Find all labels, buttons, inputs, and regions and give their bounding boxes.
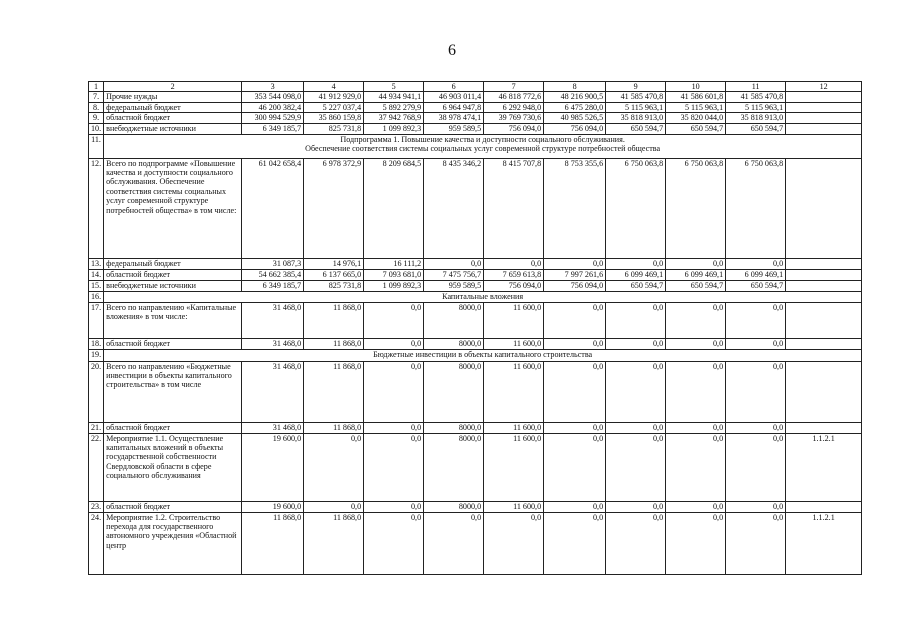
section-title — [104, 134, 862, 158]
year-2015: 0,0 — [364, 361, 424, 422]
year-2019: 0,0 — [606, 361, 666, 422]
year-2014: 6 137 665,0 — [304, 269, 364, 280]
year-2017: 8 415 707,8 — [484, 158, 544, 258]
year-2021: 35 818 913,0 — [726, 113, 786, 123]
year-2014: 6 978 372,9 — [304, 158, 364, 258]
budget-table — [88, 81, 862, 575]
year-2020: 0,0 — [666, 361, 726, 422]
header-cell-3: 3 — [242, 82, 304, 92]
target-link — [786, 258, 862, 269]
year-2016: 38 978 474,1 — [424, 113, 484, 123]
header-cell-5: 5 — [364, 82, 424, 92]
year-2018: 0,0 — [544, 501, 606, 512]
target-link — [786, 302, 862, 338]
year-2016: 8000,0 — [424, 361, 484, 422]
year-2014: 11 868,0 — [304, 512, 364, 574]
row-number: 24. — [89, 512, 104, 574]
table-row — [89, 113, 862, 123]
year-2014: 41 912 929,0 — [304, 92, 364, 102]
year-2016: 959 589,5 — [424, 123, 484, 134]
target-link — [786, 422, 862, 433]
year-2021: 650 594,7 — [726, 123, 786, 134]
year-2016: 959 589,5 — [424, 280, 484, 291]
year-2020: 0,0 — [666, 422, 726, 433]
year-2018: 0,0 — [544, 433, 606, 501]
year-2019: 0,0 — [606, 338, 666, 349]
year-2014: 0,0 — [304, 433, 364, 501]
year-2021: 6 750 063,8 — [726, 158, 786, 258]
year-2020: 0,0 — [666, 501, 726, 512]
year-2020: 0,0 — [666, 258, 726, 269]
year-2021: 0,0 — [726, 422, 786, 433]
year-2015: 1 099 892,3 — [364, 280, 424, 291]
year-2021: 0,0 — [726, 501, 786, 512]
target-link — [786, 338, 862, 349]
year-2018: 0,0 — [544, 258, 606, 269]
year-2017: 11 600,0 — [484, 501, 544, 512]
target-link: 1.1.2.1 — [786, 512, 862, 574]
year-2021: 0,0 — [726, 338, 786, 349]
table-header-row — [89, 82, 862, 92]
total: 31 087,3 — [242, 258, 304, 269]
section-row — [89, 134, 862, 158]
table-row — [89, 123, 862, 134]
year-2016: 46 903 011,4 — [424, 92, 484, 102]
year-2014: 14 976,1 — [304, 258, 364, 269]
target-link — [786, 280, 862, 291]
year-2020: 6 750 063,8 — [666, 158, 726, 258]
year-2020: 650 594,7 — [666, 280, 726, 291]
row-name: Всего по направлению «Бюджетные инвестиции в объекты капитального строительства» в том числе — [104, 361, 242, 422]
total: 19 600,0 — [242, 433, 304, 501]
header-cell-9: 9 — [606, 82, 666, 92]
row-number: 20. — [89, 361, 104, 422]
year-2017: 11 600,0 — [484, 302, 544, 338]
row-number: 12. — [89, 158, 104, 258]
header-cell-4: 4 — [304, 82, 364, 92]
header-cell-7: 7 — [484, 82, 544, 92]
year-2018: 0,0 — [544, 338, 606, 349]
year-2016: 8000,0 — [424, 501, 484, 512]
year-2015: 0,0 — [364, 501, 424, 512]
year-2014: 11 868,0 — [304, 361, 364, 422]
year-2020: 6 099 469,1 — [666, 269, 726, 280]
year-2016: 8000,0 — [424, 422, 484, 433]
total: 6 349 185,7 — [242, 123, 304, 134]
year-2019: 5 115 963,1 — [606, 102, 666, 112]
row-name: областной бюджет — [104, 113, 242, 123]
year-2019: 0,0 — [606, 302, 666, 338]
year-2021: 0,0 — [726, 258, 786, 269]
header-cell-1: 1 — [89, 82, 104, 92]
total: 31 468,0 — [242, 302, 304, 338]
year-2020: 41 586 601,8 — [666, 92, 726, 102]
page-number: 6 — [448, 42, 456, 59]
year-2021: 0,0 — [726, 302, 786, 338]
row-number: 13. — [89, 258, 104, 269]
year-2015: 7 093 681,0 — [364, 269, 424, 280]
year-2015: 8 209 684,5 — [364, 158, 424, 258]
year-2014: 825 731,8 — [304, 280, 364, 291]
target-link — [786, 361, 862, 422]
table-row — [89, 269, 862, 280]
year-2019: 0,0 — [606, 501, 666, 512]
row-name: Прочие нужды — [104, 92, 242, 102]
year-2016: 0,0 — [424, 258, 484, 269]
year-2018: 0,0 — [544, 422, 606, 433]
year-2018: 48 216 900,5 — [544, 92, 606, 102]
section-title-line: Капитальные вложения — [442, 291, 524, 301]
year-2019: 650 594,7 — [606, 123, 666, 134]
year-2020: 0,0 — [666, 512, 726, 574]
row-name: областной бюджет — [104, 269, 242, 280]
table-row — [89, 158, 862, 258]
year-2017: 11 600,0 — [484, 338, 544, 349]
year-2018: 6 475 280,0 — [544, 102, 606, 112]
year-2015: 0,0 — [364, 433, 424, 501]
table-row — [89, 302, 862, 338]
section-title — [104, 291, 862, 302]
row-name: Мероприятие 1.2. Строительство перехода для государственного автономного учреждения «Областной центр — [104, 512, 242, 574]
year-2018: 40 985 526,5 — [544, 113, 606, 123]
year-2016: 7 475 756,7 — [424, 269, 484, 280]
target-link — [786, 102, 862, 112]
row-number: 18. — [89, 338, 104, 349]
target-link — [786, 269, 862, 280]
row-number: 11. — [89, 134, 104, 158]
row-number: 10. — [89, 123, 104, 134]
year-2015: 0,0 — [364, 338, 424, 349]
year-2021: 0,0 — [726, 512, 786, 574]
year-2017: 6 292 948,0 — [484, 102, 544, 112]
row-number: 17. — [89, 302, 104, 338]
year-2021: 6 099 469,1 — [726, 269, 786, 280]
row-name: внебюджетные источники — [104, 280, 242, 291]
target-link — [786, 158, 862, 258]
year-2017: 11 600,0 — [484, 433, 544, 501]
total: 353 544 098,0 — [242, 92, 304, 102]
year-2017: 0,0 — [484, 258, 544, 269]
row-name: Всего по направлению «Капитальные вложения» в том числе: — [104, 302, 242, 338]
year-2017: 39 769 730,6 — [484, 113, 544, 123]
year-2020: 35 820 044,0 — [666, 113, 726, 123]
year-2017: 11 600,0 — [484, 422, 544, 433]
year-2016: 8000,0 — [424, 302, 484, 338]
table-row — [89, 361, 862, 422]
year-2018: 0,0 — [544, 512, 606, 574]
total: 31 468,0 — [242, 361, 304, 422]
year-2020: 0,0 — [666, 338, 726, 349]
year-2014: 5 227 037,4 — [304, 102, 364, 112]
year-2014: 35 860 159,8 — [304, 113, 364, 123]
row-number: 23. — [89, 501, 104, 512]
target-link — [786, 113, 862, 123]
year-2017: 756 094,0 — [484, 123, 544, 134]
year-2014: 825 731,8 — [304, 123, 364, 134]
section-title-line: Подпрограмма 1. Повышение качества и доступности социального обслуживания. — [340, 134, 625, 144]
total: 31 468,0 — [242, 422, 304, 433]
row-number: 21. — [89, 422, 104, 433]
year-2014: 11 868,0 — [304, 302, 364, 338]
total: 31 468,0 — [242, 338, 304, 349]
year-2014: 11 868,0 — [304, 422, 364, 433]
year-2019: 35 818 913,0 — [606, 113, 666, 123]
year-2018: 756 094,0 — [544, 280, 606, 291]
header-cell-6: 6 — [424, 82, 484, 92]
year-2016: 8000,0 — [424, 433, 484, 501]
total: 11 868,0 — [242, 512, 304, 574]
section-title-line: Бюджетные инвестиции в объекты капитального строительства — [373, 349, 593, 359]
year-2015: 16 111,2 — [364, 258, 424, 269]
year-2020: 0,0 — [666, 433, 726, 501]
year-2015: 0,0 — [364, 302, 424, 338]
year-2017: 756 094,0 — [484, 280, 544, 291]
year-2017: 0,0 — [484, 512, 544, 574]
year-2018: 0,0 — [544, 302, 606, 338]
year-2014: 0,0 — [304, 501, 364, 512]
header-cell-2: 2 — [104, 82, 242, 92]
row-name: Мероприятие 1.1. Осуществление капитальных вложений в объекты государственной собственности Свердловской области в сфере социального обслуживания — [104, 433, 242, 501]
section-title — [104, 349, 862, 361]
year-2018: 7 997 261,6 — [544, 269, 606, 280]
year-2015: 44 934 941,1 — [364, 92, 424, 102]
target-link — [786, 123, 862, 134]
row-name: федеральный бюджет — [104, 102, 242, 112]
target-link — [786, 92, 862, 102]
year-2016: 8000,0 — [424, 338, 484, 349]
table-row — [89, 280, 862, 291]
year-2016: 6 964 947,8 — [424, 102, 484, 112]
year-2017: 11 600,0 — [484, 361, 544, 422]
year-2019: 41 585 470,8 — [606, 92, 666, 102]
table-row — [89, 338, 862, 349]
year-2015: 5 892 279,9 — [364, 102, 424, 112]
table-row — [89, 433, 862, 501]
row-number: 22. — [89, 433, 104, 501]
header-cell-8: 8 — [544, 82, 606, 92]
year-2019: 6 099 469,1 — [606, 269, 666, 280]
table-row — [89, 258, 862, 269]
row-number: 9. — [89, 113, 104, 123]
total: 300 994 529,9 — [242, 113, 304, 123]
year-2021: 0,0 — [726, 361, 786, 422]
section-row — [89, 291, 862, 302]
row-number: 19. — [89, 349, 104, 361]
row-name: внебюджетные источники — [104, 123, 242, 134]
year-2019: 0,0 — [606, 422, 666, 433]
year-2021: 650 594,7 — [726, 280, 786, 291]
total: 6 349 185,7 — [242, 280, 304, 291]
total: 61 042 658,4 — [242, 158, 304, 258]
table-row — [89, 501, 862, 512]
year-2020: 5 115 963,1 — [666, 102, 726, 112]
total: 54 662 385,4 — [242, 269, 304, 280]
year-2016: 0,0 — [424, 512, 484, 574]
row-number: 7. — [89, 92, 104, 102]
year-2019: 6 750 063,8 — [606, 158, 666, 258]
year-2018: 0,0 — [544, 361, 606, 422]
table-row — [89, 422, 862, 433]
row-number: 8. — [89, 102, 104, 112]
year-2017: 46 818 772,6 — [484, 92, 544, 102]
row-name: областной бюджет — [104, 501, 242, 512]
year-2020: 0,0 — [666, 302, 726, 338]
row-number: 14. — [89, 269, 104, 280]
total: 46 200 382,4 — [242, 102, 304, 112]
row-number: 16. — [89, 291, 104, 302]
year-2019: 650 594,7 — [606, 280, 666, 291]
year-2021: 5 115 963,1 — [726, 102, 786, 112]
year-2019: 0,0 — [606, 512, 666, 574]
year-2021: 41 585 470,8 — [726, 92, 786, 102]
year-2020: 650 594,7 — [666, 123, 726, 134]
section-title-line: Обеспечение соответствия системы социальных услуг современной структуре потребностей общества — [305, 144, 661, 154]
year-2018: 756 094,0 — [544, 123, 606, 134]
target-link — [786, 501, 862, 512]
row-name: федеральный бюджет — [104, 258, 242, 269]
year-2021: 0,0 — [726, 433, 786, 501]
table-row — [89, 92, 862, 102]
year-2019: 0,0 — [606, 433, 666, 501]
table-row — [89, 512, 862, 574]
year-2016: 8 435 346,2 — [424, 158, 484, 258]
year-2015: 1 099 892,3 — [364, 123, 424, 134]
year-2018: 8 753 355,6 — [544, 158, 606, 258]
year-2015: 0,0 — [364, 512, 424, 574]
section-row — [89, 349, 862, 361]
table-row — [89, 102, 862, 112]
header-cell-12: 12 — [786, 82, 862, 92]
header-cell-11: 11 — [726, 82, 786, 92]
row-number: 15. — [89, 280, 104, 291]
row-name: областной бюджет — [104, 338, 242, 349]
year-2015: 0,0 — [364, 422, 424, 433]
year-2014: 11 868,0 — [304, 338, 364, 349]
year-2019: 0,0 — [606, 258, 666, 269]
year-2015: 37 942 768,9 — [364, 113, 424, 123]
target-link: 1.1.2.1 — [786, 433, 862, 501]
total: 19 600,0 — [242, 501, 304, 512]
header-cell-10: 10 — [666, 82, 726, 92]
year-2017: 7 659 613,8 — [484, 269, 544, 280]
row-name: Всего по подпрограмме «Повышение качества и доступности социального обслуживания. Обеспечение соответствия системы социальных услуг современной структуре потребностей общества» в том числе: — [104, 158, 242, 258]
row-name: областной бюджет — [104, 422, 242, 433]
